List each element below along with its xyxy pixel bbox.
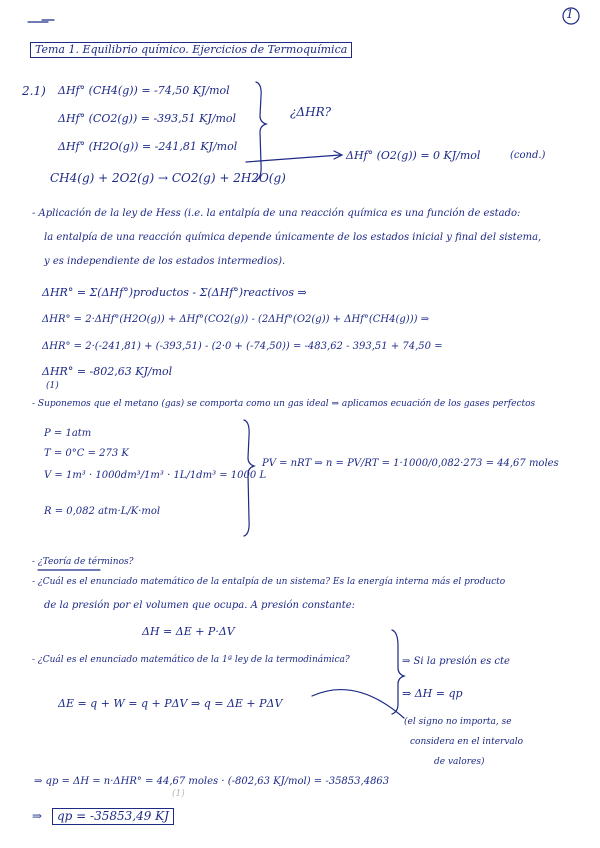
side-note-3-line-2: considera en el intervalo: [410, 737, 524, 747]
page-number-circle: [563, 8, 579, 24]
data-brace: [256, 82, 266, 180]
page-title: Tema 1. Equilibrio químico. Ejercicios de Termoquímica: [30, 42, 352, 58]
theory-brace: [392, 630, 404, 714]
calc-line-4: ΔHR° = -802,63 KJ/mol: [42, 365, 173, 378]
combustion-reaction: CH4(g) + 2O2(g) → CO2(g) + 2H2O(g): [50, 171, 286, 185]
ideal-gas-brace: [244, 420, 254, 536]
theory-q2: - ¿Cuál es el enunciado matemático de la 1ª ley de la termodinámica?: [32, 655, 350, 665]
page-number: 1: [566, 7, 574, 21]
final-result-box: qp = -35853,49 KJ: [52, 808, 174, 825]
gas-temperature: T = 0°C = 273 K: [44, 448, 129, 459]
hess-line-2: la entalpía de una reacción química depende únicamente de los estados inicial y final del sistema,: [44, 232, 542, 243]
gas-pressure: P = 1atm: [44, 428, 92, 439]
theory-heading: - ¿Teoría de términos?: [32, 557, 134, 567]
theory-q1-line-1: - ¿Cuál es el enunciado matemático de la entalpía de un sistema? Es la energía interna más el producto: [32, 577, 506, 587]
hess-line-3: y es independiente de los estados intermedios).: [44, 256, 286, 267]
gas-volume: V = 1m³ · 1000dm³/1m³ · 1L/1dm³ = 1000 L: [44, 470, 267, 481]
gas-moles-result: PV = nRT ⇒ n = PV/RT = 1·1000/0,082·273 = 44,67 moles: [262, 458, 559, 469]
calc-line-4-note: (1): [46, 381, 59, 391]
data-line-co2: ΔHf° (CO2(g)) = -393,51 KJ/mol: [58, 112, 237, 125]
first-law-formula: ΔE = q + W = q + PΔV ⇒ q = ΔE + PΔV: [58, 697, 283, 710]
problem-number: 2.1): [22, 84, 46, 98]
data-line-methane: ΔHf° (CH4(g)) = -74,50 KJ/mol: [58, 84, 230, 97]
oxygen-formation-note: ΔHf° (O2(g)) = 0 KJ/mol: [346, 149, 481, 162]
oxygen-note-extra: (cond.): [510, 150, 546, 161]
final-arrow: ⇒: [32, 809, 43, 823]
top-left-mark: [28, 20, 54, 22]
calc-line-1: ΔHR° = Σ(ΔHf°)productos - Σ(ΔHf°)reactivos ⇒: [42, 286, 307, 299]
enthalpy-formula: ΔH = ΔE + P·ΔV: [142, 625, 235, 638]
side-note-1: ⇒ Si la presión es cte: [402, 656, 510, 667]
final-heat-line: ⇒ qp = ΔH = n·ΔHR° = 44,67 moles · (-802,63 KJ/mol) = -35853,4863: [34, 776, 390, 787]
gas-constant: R = 0,082 atm·L/K·mol: [44, 506, 161, 517]
final-pencil-note: (1): [172, 789, 185, 799]
gas-intro: - Suponemos que el metano (gas) se comporta como un gas ideal ⇒ aplicamos ecuación de los gases perfectos: [32, 399, 536, 409]
theory-q1-line-2: de la presión por el volumen que ocupa. A presión constante:: [44, 600, 356, 611]
question-enthalpy: ¿ΔHR?: [290, 105, 332, 119]
hess-line-1: - Aplicación de la ley de Hess (i.e. la entalpía de una reacción química es una función de estado:: [32, 208, 521, 219]
side-note-2: ⇒ ΔH = qp: [402, 687, 463, 700]
calc-line-2: ΔHR° = 2·ΔHf°(H2O(g)) + ΔHf°(CO2(g)) - (2ΔHf°(O2(g)) + ΔHf°(CH4(g))) ⇒: [42, 314, 430, 325]
calc-line-3: ΔHR° = 2·(-241,81) + (-393,51) - (2·0 + (-74,50)) = -483,62 - 393,51 + 74,50 =: [42, 341, 443, 352]
side-note-3-line-1: (el signo no importa, se: [404, 717, 512, 727]
data-line-water: ΔHf° (H2O(g)) = -241,81 KJ/mol: [58, 140, 238, 153]
side-note-3-line-3: de valores): [434, 757, 485, 767]
curved-note-arrow: [312, 690, 404, 718]
